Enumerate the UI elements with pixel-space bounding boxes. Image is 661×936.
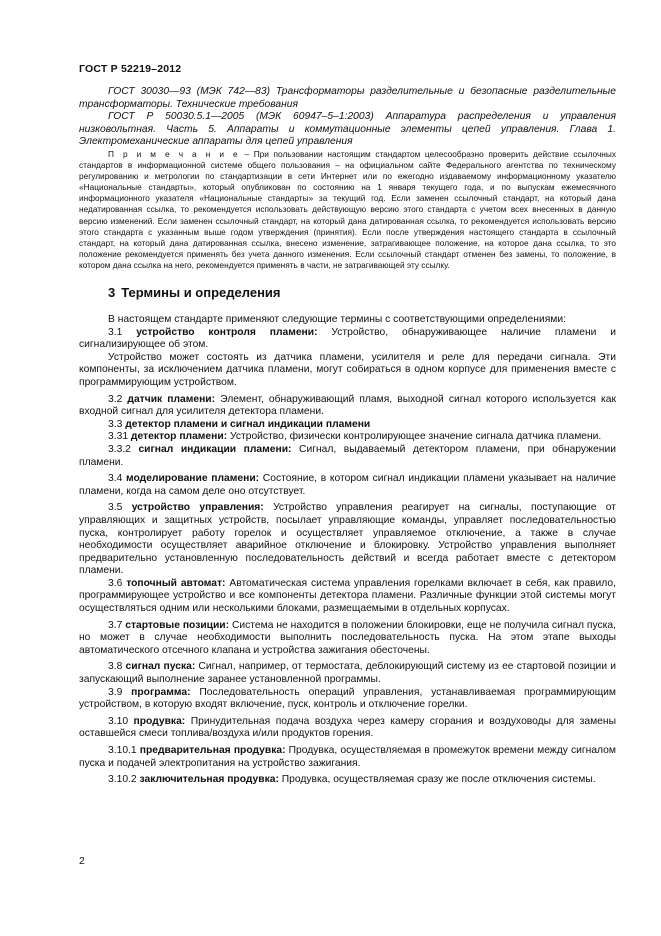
definition-item: [79, 774, 616, 787]
definition-number: 3.10.1: [108, 745, 137, 756]
note-label: П р и м е ч а н и е: [108, 148, 240, 159]
page-number: 2: [79, 855, 85, 867]
definition-number: 3.31: [108, 431, 129, 443]
definition-number: 3.4: [108, 473, 123, 485]
normative-reference: ГОСТ Р 50030.5.1—2005 (МЭК 60947–5–1:2003) Аппаратура распределения и управления низковольтная. Часть 5. Аппараты и коммутационные элементы цепей управления. Глава 1. Электромеханические аппараты для цепей управления: [79, 111, 616, 148]
section-title: Термины и определения: [121, 285, 281, 300]
definition-text: Элемент, обнаруживающий пламя, выходной сигнал которого используется как входной сигнал для усилителя детектора пламени.: [79, 393, 616, 418]
reference-note: [79, 149, 616, 271]
definition-item: [79, 473, 616, 498]
definition-item: [79, 661, 616, 686]
definition-number: 3.9: [108, 686, 123, 698]
definition-text: Система не находится в положении блокировки, еще не получила сигнал пуска, но может в случае необходимости выполнить последовательность пуска. На этом этапе выходы автоматического отсечного клапана и устройства зажигания обесточены.: [79, 619, 616, 656]
page-header: ГОСТ Р 52219–2012: [79, 63, 182, 75]
definition-term: моделирование пламени:: [126, 473, 260, 485]
definition-number: 3.3: [108, 418, 123, 430]
definition-number: 3.6: [108, 577, 123, 589]
definition-item: [79, 716, 616, 741]
definition-number: 3.1: [108, 326, 123, 338]
definition-term: детектор пламени и сигнал индикации пламени: [125, 418, 371, 430]
definition-term: сигнал пуска:: [125, 661, 196, 673]
definition-item: [79, 620, 616, 658]
definition-number: 3.7: [108, 619, 123, 631]
definition-number: 3.5: [108, 502, 123, 514]
definition-term: топочный автомат:: [126, 577, 226, 589]
definition-number: 3.3.2: [108, 443, 131, 455]
definition-item: [79, 419, 616, 432]
definition-item: [79, 327, 616, 352]
definition-text: Состояние, в котором сигнал индикации пламени указывает на наличие пламени, когда на самом деле оно отсутствует.: [79, 473, 616, 497]
definition-item: [79, 502, 616, 578]
definition-text: Последовательность операций управления, устанавливаемая программирующим устройством, в которую входят включение, пуск, контроль и отключение горелки.: [79, 686, 616, 711]
definition-item: [79, 745, 616, 770]
definition-text: Устройство может состоять из датчика пламени, усилителя и реле для передачи сигнала. Эти компоненты, за исключением датчика пламени, могут собираться в одном корпусе для применения вместе с программирующим устройством.: [79, 351, 616, 388]
section-heading: [108, 285, 616, 300]
definition-item: [79, 687, 616, 712]
definition-text: Устройство, обнаруживающее наличие пламени и сигнализирующее об этом.: [79, 326, 616, 351]
definition-number: 3.10.2: [108, 774, 137, 786]
definition-text: Сигнал, например, от термостата, деблокирующий систему из ее стартовой позиции и запускающий выполнение заранее установленной программы.: [79, 661, 616, 686]
definition-text: Автоматическая система управления горелками включает в себя, как правило, программирующее устройство и все компоненты детектора пламени. Различные функции этой системы могут осуществляться одним или несколькими блоками, размещаемыми в отдельных корпусах.: [79, 577, 616, 615]
definition-term: стартовые позиции:: [125, 619, 230, 631]
definition-text: Продувка, осуществляемая сразу же после отключения системы.: [278, 774, 596, 786]
normative-reference: ГОСТ 30030—93 (МЭК 742—83) Трансформаторы разделительные и безопасные разделительные трансформаторы. Технические требования: [79, 86, 616, 110]
page-content: [79, 83, 616, 787]
definition-number: 3.10: [108, 715, 129, 727]
definition-text: Устройство, физически контролирующее значение сигнала датчика пламени.: [227, 431, 602, 443]
definition-number: 3.8: [108, 661, 123, 673]
definition-item: [79, 431, 616, 444]
definition-term: детектор пламени:: [130, 431, 228, 443]
definition-item: [79, 352, 616, 390]
definition-term: устройство контроля пламени:: [136, 326, 318, 338]
definition-term: устройство управления:: [131, 502, 264, 514]
definition-term: датчик пламени:: [127, 393, 216, 405]
definition-term: сигнал индикации пламени:: [138, 443, 292, 455]
note-text: – При пользовании настоящим стандартом целесообразно проверить действие ссылочных стандартов в информационной системе общего пользования – на официальном сайте Федерального агентства по техническому регулированию и метрологии по стандартизации в сети Интернет или по ежегодно издаваемому информационному указателю «Национальные стандарты», который опубликован по состоянию на 1 января текущего года, и по выпускам ежемесячного информационного указателя «Национальные стандарты» за текущий год. Если заменен ссылочный стандарт, на который дана недатированная ссылка, то рекомендуется использовать действующую версию этого стандарта с учетом всех внесенных в данную версию изменений. Если заменен ссылочный стандарт, на который дана датированная ссылка, то рекомендуется использовать версию этого стандарта с указанным выше годом утверждения (принятия). Если после утверждения настоящего стандарта в ссылочный стандарт, на который дана датированная ссылка, внесено изменение, затрагивающее положение, на которое дана ссылка, то это положение рекомендуется применять без учета данного изменения. Если ссылочный стандарт отменен без замены, то положение, в котором дана ссылка на него, рекомендуется применять в части, не затрагивающей эту ссылку.: [79, 148, 616, 270]
definition-term: заключительная продувка:: [139, 774, 279, 786]
definition-text: Продувка, осуществляемая в промежуток времени между сигналом пуска и подачей электропитания на устройство зажигания.: [79, 745, 616, 769]
definition-term: программа:: [131, 686, 191, 698]
definition-item: [79, 444, 616, 469]
section-intro: В настоящем стандарте применяют следующие термины с соответствующими определениями:: [108, 314, 566, 325]
definitions-list: [79, 327, 616, 787]
definition-item: [79, 394, 616, 419]
definition-item: [79, 578, 616, 616]
definition-text: Сигнал, выдаваемый детектором пламени, при обнаружении пламени.: [79, 443, 616, 468]
definition-term: предварительная продувка:: [139, 745, 286, 756]
definition-text: Принудительная подача воздуха через камеру сгорания и воздуховоды для замены оставшейся смеси топлива/воздуха и/или продуктов горения.: [79, 715, 616, 740]
definition-number: 3.2: [108, 393, 123, 405]
definition-text: Устройство управления реагирует на сигналы, поступающие от управляющих и защитных устройств, посылает управляющие команды, управляет последовательностью пуска, контролирует работу горелок и осуществляет управляемое отключение, а также в случае необходимости осуществляет аварийное отключение и блокировку. Устройство управления выполняет предварительно установленную последовательность действий и всегда работает вместе с детектором пламени.: [79, 502, 616, 577]
section-number: 3: [108, 285, 116, 300]
definition-term: продувка:: [133, 715, 186, 727]
